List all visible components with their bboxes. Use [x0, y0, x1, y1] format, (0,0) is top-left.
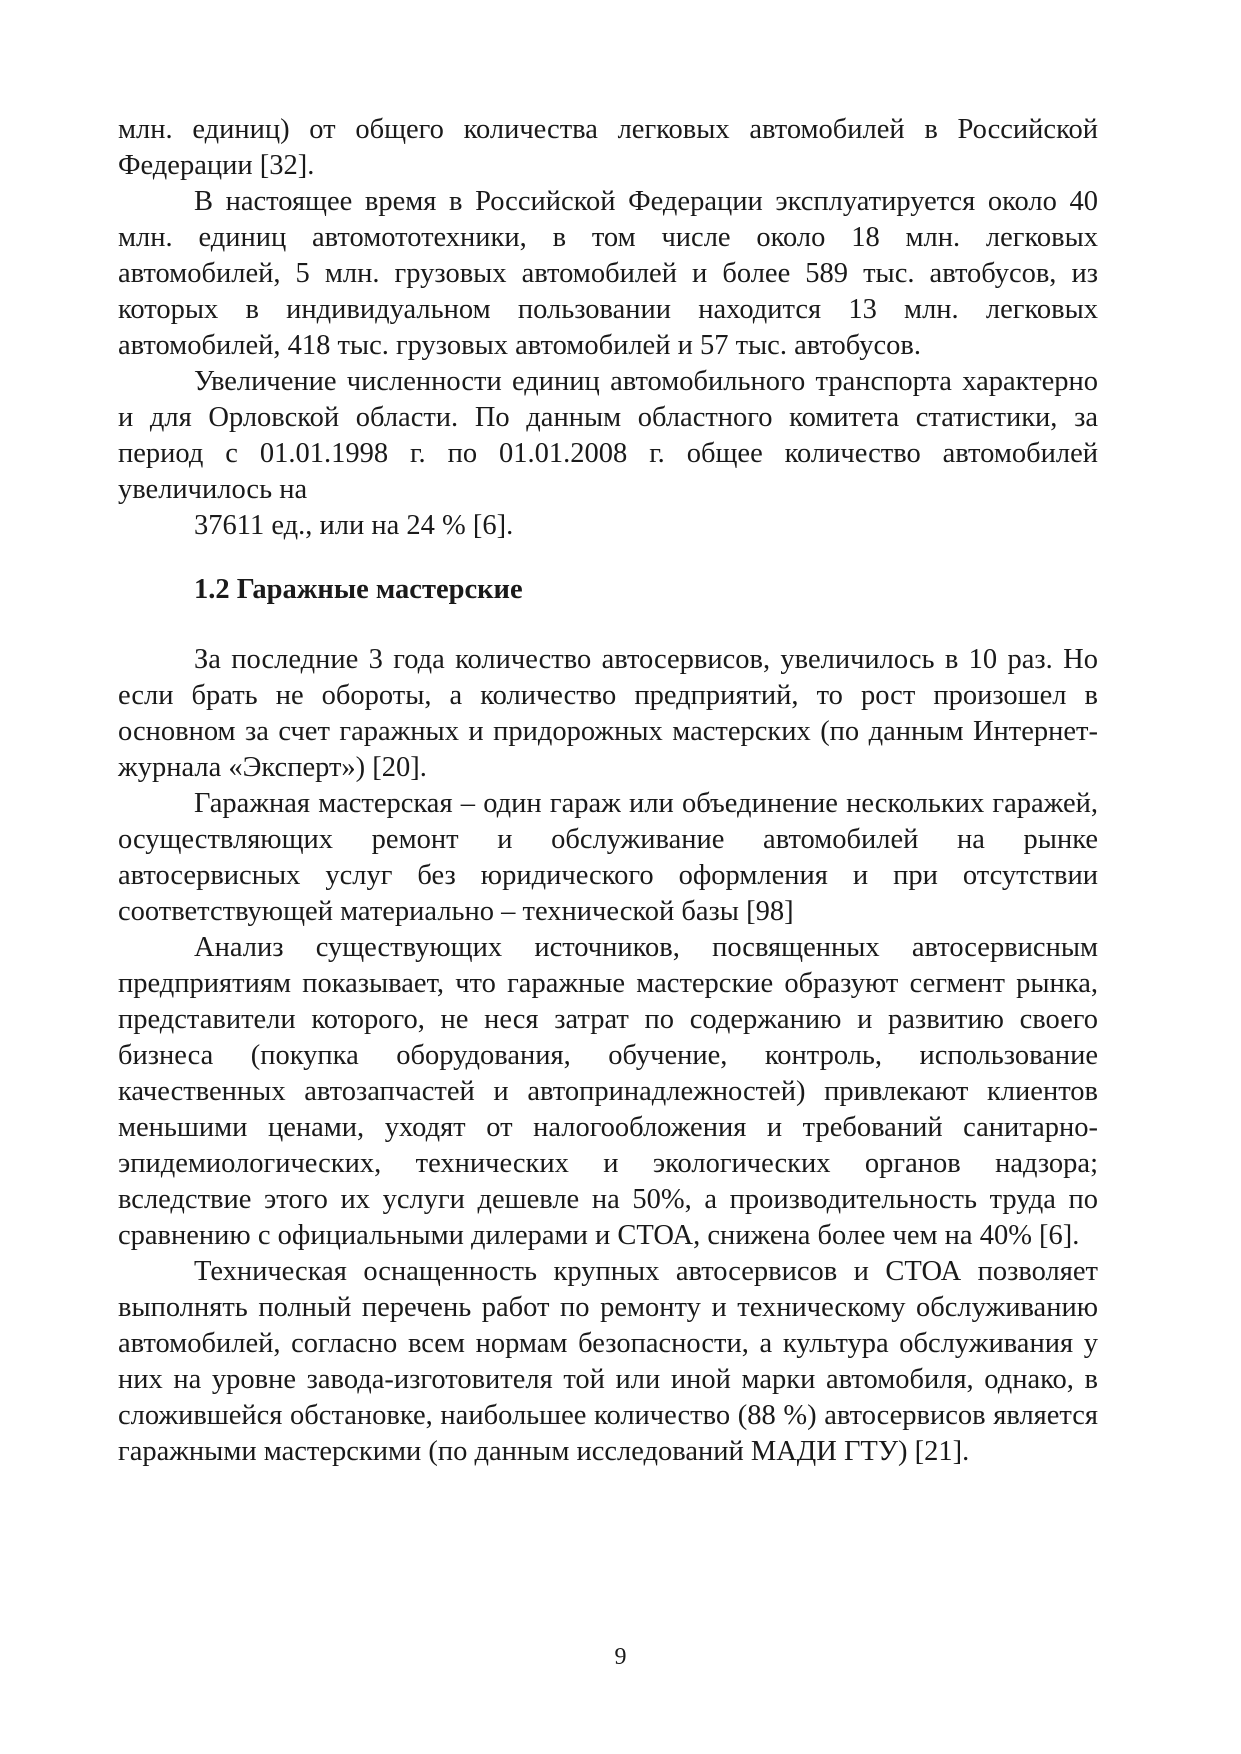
section-heading: 1.2 Гаражные мастерские [194, 574, 523, 605]
page-number: 9 [614, 1644, 627, 1670]
paragraph-autoservice-growth: За последние 3 года количество автосервисов, увеличилось в 10 раз. Но если брать не обороты, а количество предприятий, то рост произошел в основном за счет гаражных и придорожных мастерских (по данным Интернет-журнала «Эксперт») [20]. [118, 644, 1098, 783]
paragraph-market-analysis: Анализ существующих источников, посвященных автосервисным предприятиям показывает, что гаражные мастерские образуют сегмент рынка, представители которого, не неся затрат по содержанию и развитию своего бизнеса (покупка оборудования, обучение, контроль, использование качественных автозапчастей и автопринадлежностей) привлекают клиентов меньшими ценами, уходят от налогообложения и требований санитарно-эпидемиологических, технических и экологических органов надзора; вследствие этого их услуги дешевле на 50%, а производительность труда по сравнению с официальными дилерами и СТОА, снижена более чем на 40% [6]. [118, 932, 1098, 1251]
paragraph-garage-definition: Гаражная мастерская – один гараж или объединение нескольких гаражей, осуществляющих ремонт и обслуживание автомобилей на рынке автосервисных услуг без юридического оформления и при отсутствии соответствующей материально – технической базы [98] [118, 788, 1098, 927]
paragraph-continuation: млн. единиц) от общего количества легковых автомобилей в Российской Федерации [32]. [118, 114, 1098, 181]
document-page [118, 112, 1098, 1470]
paragraph-vehicle-fleet-russia: В настоящее время в Российской Федерации эксплуатируется около 40 млн. единиц автомототехники, в том числе около 18 млн. легковых автомобилей, 5 млн. грузовых автомобилей и более 589 тыс. автобусов, из которых в индивидуальном пользовании находится 13 млн. легковых автомобилей, 418 тыс. грузовых автомобилей и 57 тыс. автобусов. [118, 186, 1098, 361]
paragraph-orel-region-figure: 37611 ед., или на 24 % [6]. [194, 510, 514, 541]
paragraph-orel-region-growth: Увеличение численности единиц автомобильного транспорта характерно и для Орловской области. По данным областного комитета статистики, за период с 01.01.1998 г. по 01.01.2008 г. общее количество автомобилей увеличилось на [118, 366, 1098, 505]
paragraph-technical-equipment: Техническая оснащенность крупных автосервисов и СТОА позволяет выполнять полный перечень работ по ремонту и техническому обслуживанию автомобилей, согласно всем нормам безопасности, а культура обслуживания у них на уровне завода-изготовителя той или иной марки автомобиля, однако, в сложившейся обстановке, наибольшее количество (88 %) автосервисов является гаражными мастерскими (по данным исследований МАДИ ГТУ) [21]. [118, 1256, 1098, 1467]
